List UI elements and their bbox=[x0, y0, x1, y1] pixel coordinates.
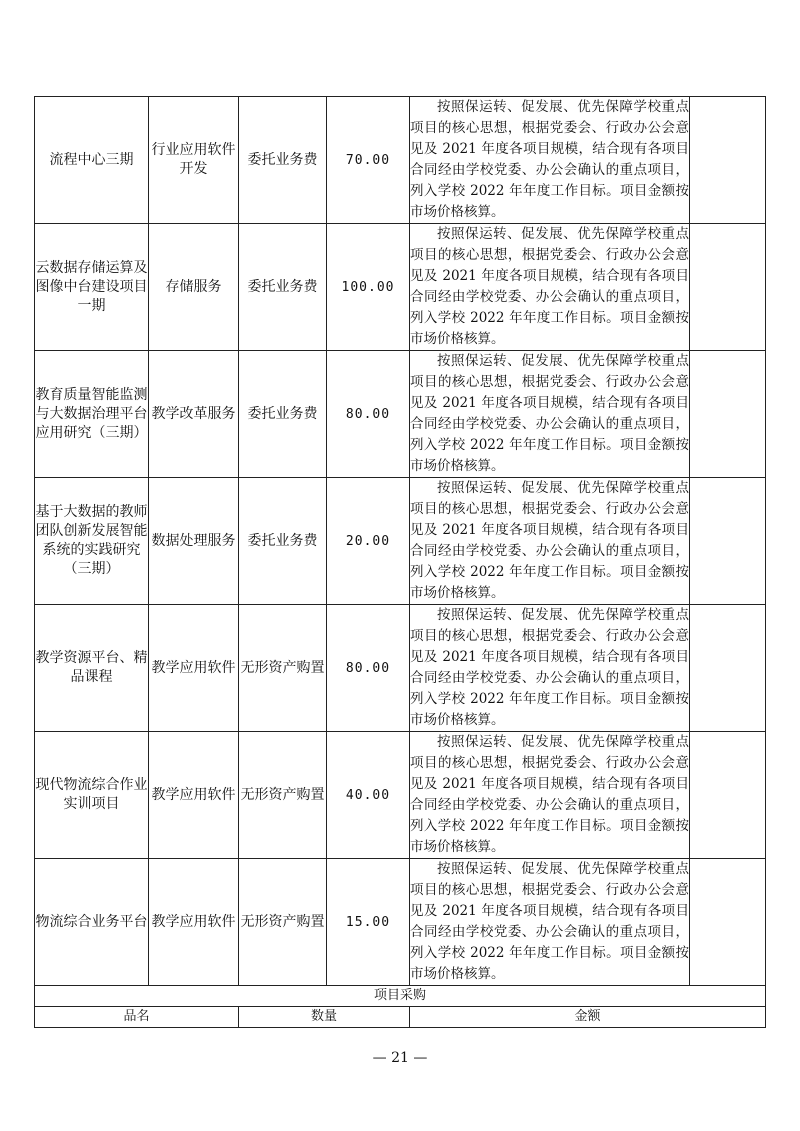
table-row bbox=[35, 97, 766, 224]
empty-cell bbox=[690, 859, 766, 986]
table-row bbox=[35, 732, 766, 859]
empty-cell bbox=[690, 732, 766, 859]
basis-cell bbox=[410, 224, 690, 351]
basis-cell bbox=[410, 351, 690, 478]
header-item-name: 品名 bbox=[35, 1007, 239, 1028]
procurement-header-row bbox=[35, 1007, 766, 1028]
project-table bbox=[34, 96, 766, 1028]
project-type: 教学改革服务 bbox=[149, 351, 239, 478]
header-quantity: 数量 bbox=[239, 1007, 410, 1028]
amount-value: 100.00 bbox=[327, 224, 410, 351]
project-name: 物流综合业务平台 bbox=[35, 859, 149, 986]
project-name: 基于大数据的教师团队创新发展智能系统的实践研究（三期） bbox=[35, 478, 149, 605]
basis-cell bbox=[410, 478, 690, 605]
empty-cell bbox=[690, 351, 766, 478]
project-type: 教学应用软件 bbox=[149, 859, 239, 986]
project-type: 数据处理服务 bbox=[149, 478, 239, 605]
basis-text: 按照保运转、促发展、优先保障学校重点项目的核心思想，根据党委会、行政办公会意见及 2021 年度各项目规模，结合现有各项目合同经由学校党委、办公会确认的重点项目，列入学校 2022 年年度工作目标。项目金额按市场价格核算。 bbox=[410, 480, 689, 601]
empty-cell bbox=[690, 97, 766, 224]
basis-text: 按照保运转、促发展、优先保障学校重点项目的核心思想，根据党委会、行政办公会意见及 2021 年度各项目规模，结合现有各项目合同经由学校党委、办公会确认的重点项目，列入学校 2022 年年度工作目标。项目金额按市场价格核算。 bbox=[410, 226, 689, 347]
project-type: 行业应用软件开发 bbox=[149, 97, 239, 224]
amount-value: 80.00 bbox=[327, 351, 410, 478]
funding-category: 无形资产购置 bbox=[239, 732, 327, 859]
table-row bbox=[35, 605, 766, 732]
funding-category: 无形资产购置 bbox=[239, 859, 327, 986]
funding-category: 委托业务费 bbox=[239, 351, 327, 478]
basis-text: 按照保运转、促发展、优先保障学校重点项目的核心思想，根据党委会、行政办公会意见及 2021 年度各项目规模，结合现有各项目合同经由学校党委、办公会确认的重点项目，列入学校 2022 年年度工作目标。项目金额按市场价格核算。 bbox=[410, 99, 689, 220]
project-table-body bbox=[35, 97, 766, 1028]
basis-text: 按照保运转、促发展、优先保障学校重点项目的核心思想，根据党委会、行政办公会意见及 2021 年度各项目规模，结合现有各项目合同经由学校党委、办公会确认的重点项目，列入学校 2022 年年度工作目标。项目金额按市场价格核算。 bbox=[410, 353, 689, 474]
funding-category: 委托业务费 bbox=[239, 224, 327, 351]
amount-value: 15.00 bbox=[327, 859, 410, 986]
table-row bbox=[35, 859, 766, 986]
header-amount: 金额 bbox=[410, 1007, 766, 1028]
table-row bbox=[35, 478, 766, 605]
funding-category: 委托业务费 bbox=[239, 478, 327, 605]
procurement-title-row bbox=[35, 986, 766, 1007]
amount-value: 80.00 bbox=[327, 605, 410, 732]
funding-category: 无形资产购置 bbox=[239, 605, 327, 732]
project-name: 教育质量智能监测与大数据治理平台应用研究（三期） bbox=[35, 351, 149, 478]
basis-text: 按照保运转、促发展、优先保障学校重点项目的核心思想，根据党委会、行政办公会意见及 2021 年度各项目规模，结合现有各项目合同经由学校党委、办公会确认的重点项目，列入学校 2022 年年度工作目标。项目金额按市场价格核算。 bbox=[410, 607, 689, 728]
empty-cell bbox=[690, 478, 766, 605]
funding-category: 委托业务费 bbox=[239, 97, 327, 224]
basis-cell bbox=[410, 859, 690, 986]
table-row bbox=[35, 351, 766, 478]
empty-cell bbox=[690, 605, 766, 732]
procurement-title: 项目采购 bbox=[35, 986, 766, 1007]
basis-cell bbox=[410, 97, 690, 224]
project-name: 现代物流综合作业实训项目 bbox=[35, 732, 149, 859]
page-number: — 21 — bbox=[372, 1050, 428, 1066]
empty-cell bbox=[690, 224, 766, 351]
amount-value: 20.00 bbox=[327, 478, 410, 605]
project-type: 存储服务 bbox=[149, 224, 239, 351]
amount-value: 40.00 bbox=[327, 732, 410, 859]
basis-cell bbox=[410, 732, 690, 859]
basis-cell bbox=[410, 605, 690, 732]
table-row bbox=[35, 224, 766, 351]
project-name: 流程中心三期 bbox=[35, 97, 149, 224]
project-type: 教学应用软件 bbox=[149, 605, 239, 732]
project-name: 教学资源平台、精品课程 bbox=[35, 605, 149, 732]
project-name: 云数据存储运算及图像中台建设项目一期 bbox=[35, 224, 149, 351]
basis-text: 按照保运转、促发展、优先保障学校重点项目的核心思想，根据党委会、行政办公会意见及 2021 年度各项目规模，结合现有各项目合同经由学校党委、办公会确认的重点项目，列入学校 2022 年年度工作目标。项目金额按市场价格核算。 bbox=[410, 734, 689, 855]
basis-text: 按照保运转、促发展、优先保障学校重点项目的核心思想，根据党委会、行政办公会意见及 2021 年度各项目规模，结合现有各项目合同经由学校党委、办公会确认的重点项目，列入学校 2022 年年度工作目标。项目金额按市场价格核算。 bbox=[410, 861, 689, 982]
amount-value: 70.00 bbox=[327, 97, 410, 224]
project-type: 教学应用软件 bbox=[149, 732, 239, 859]
